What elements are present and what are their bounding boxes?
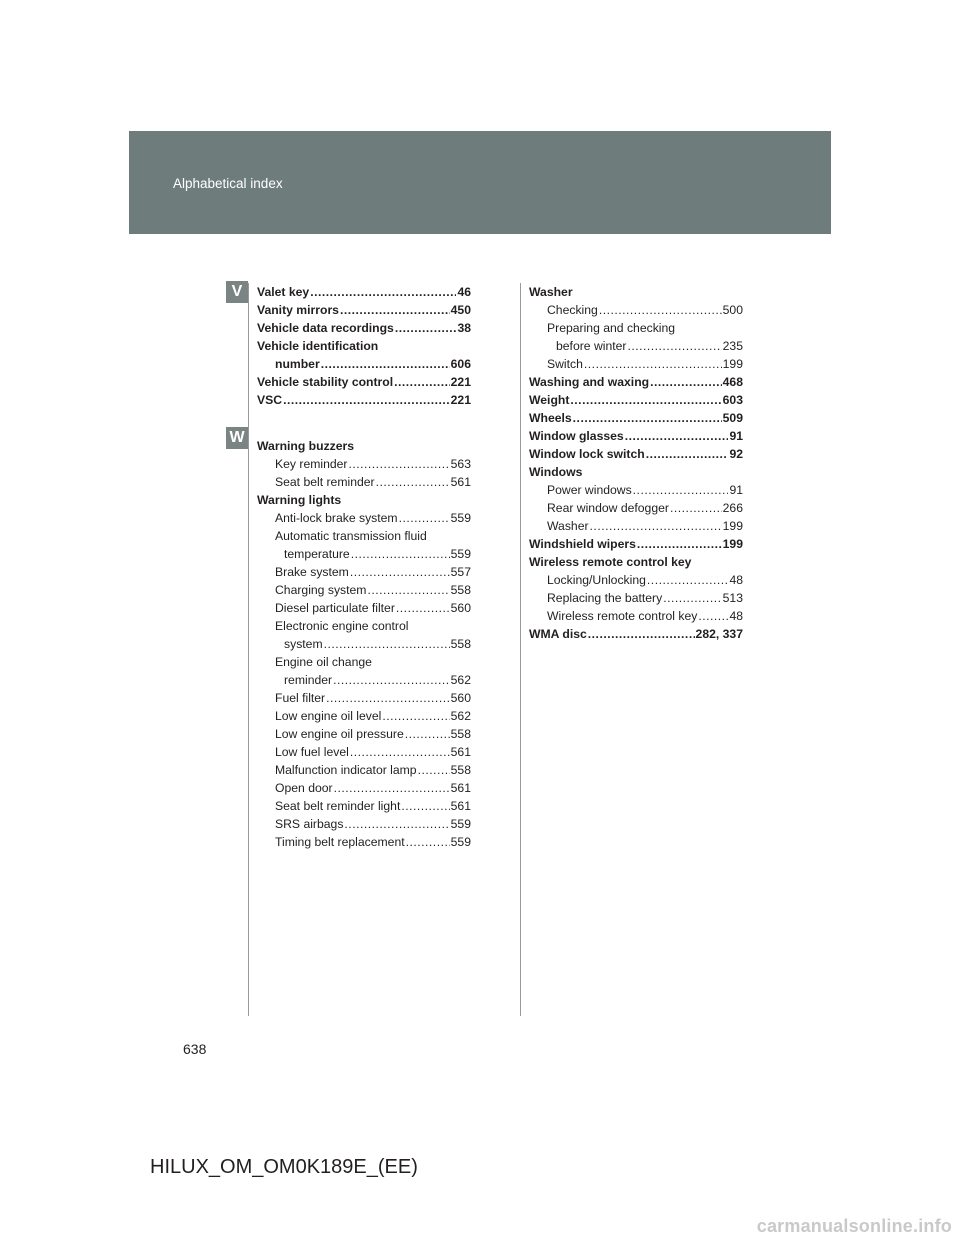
index-heading: Warning buzzers [257, 439, 355, 453]
index-column-right [529, 283, 743, 643]
index-subentry[interactable]: Locking/Unlocking ..... 48 [529, 571, 743, 589]
index-subentry[interactable]: Fuel filter ..... 560 [257, 689, 471, 707]
index-subentry[interactable]: Anti-lock brake system ..... 559 [257, 509, 471, 527]
watermark: carmanualsonline.info [756, 1216, 952, 1236]
letter-tab-v: V [226, 281, 248, 303]
letter-tab-w: W [226, 427, 248, 449]
index-subentry[interactable]: Charging system ..... 558 [257, 581, 471, 599]
index-heading: Vehicle identification [257, 339, 379, 353]
index-subentry[interactable]: Rear window defogger ..... 266 [529, 499, 743, 517]
index-subentry[interactable]: Diesel particulate filter ..... 560 [257, 599, 471, 617]
index-column-left [257, 283, 471, 851]
index-subentry[interactable]: Key reminder ..... 563 [257, 455, 471, 473]
index-subentry[interactable]: Power windows ..... 91 [529, 481, 743, 499]
index-subentry[interactable]: Replacing the battery ..... 513 [529, 589, 743, 607]
index-subentry[interactable]: Seat belt reminder light ..... 561 [257, 797, 471, 815]
index-subentry[interactable]: Brake system ..... 557 [257, 563, 471, 581]
index-heading: Washer [529, 285, 573, 299]
index-subentry-label: Automatic transmission fluid [275, 529, 427, 543]
index-subentry[interactable]: Low engine oil pressure ..... 558 [257, 725, 471, 743]
index-entry[interactable]: Windshield wipers ..... 199 [529, 535, 743, 553]
column-divider-right [520, 283, 521, 1016]
index-entry[interactable]: WMA disc ..... 282, 337 [529, 625, 743, 643]
index-entry[interactable]: Wheels ..... 509 [529, 409, 743, 427]
document-code: HILUX_OM_OM0K189E_(EE) [150, 1156, 418, 1178]
index-entry[interactable]: VSC ..... 221 [257, 391, 471, 409]
index-entry[interactable]: Window glasses ..... 91 [529, 427, 743, 445]
index-subentry-label: Preparing and checking [547, 321, 676, 335]
index-subentry-label: Electronic engine control [275, 619, 409, 633]
index-entry[interactable]: Vehicle data recordings ..... 38 [257, 319, 471, 337]
index-subentry[interactable]: system ..... 558 [257, 635, 471, 653]
index-entry[interactable]: Valet key ..... 46 [257, 283, 471, 301]
index-entry[interactable]: Vehicle stability control ..... 221 [257, 373, 471, 391]
index-entry[interactable]: number ..... 606 [257, 355, 471, 373]
index-subentry[interactable]: Checking ..... 500 [529, 301, 743, 319]
column-divider-left [248, 283, 249, 1016]
index-subentry[interactable]: Low fuel level ..... 561 [257, 743, 471, 761]
index-subentry[interactable]: reminder ..... 562 [257, 671, 471, 689]
index-entry[interactable]: Vanity mirrors ..... 450 [257, 301, 471, 319]
index-heading: Wireless remote control key [529, 555, 692, 569]
index-subentry[interactable]: SRS airbags ..... 559 [257, 815, 471, 833]
index-subentry[interactable]: Open door ..... 561 [257, 779, 471, 797]
page-number: 638 [183, 1041, 207, 1057]
index-heading: Windows [529, 465, 583, 479]
index-subentry[interactable]: Seat belt reminder ..... 561 [257, 473, 471, 491]
index-subentry[interactable]: Wireless remote control key ..... 48 [529, 607, 743, 625]
index-subentry-label: Engine oil change [275, 655, 372, 669]
index-entry[interactable]: Weight ..... 603 [529, 391, 743, 409]
index-heading: Warning lights [257, 493, 342, 507]
section-title: Alphabetical index [173, 176, 283, 191]
index-subentry[interactable]: Washer ..... 199 [529, 517, 743, 535]
index-subentry[interactable]: temperature ..... 559 [257, 545, 471, 563]
index-subentry[interactable]: Switch ..... 199 [529, 355, 743, 373]
index-subentry[interactable]: Malfunction indicator lamp ..... 558 [257, 761, 471, 779]
index-entry[interactable]: Window lock switch ..... 92 [529, 445, 743, 463]
index-entry[interactable]: Washing and waxing ..... 468 [529, 373, 743, 391]
index-subentry[interactable]: Timing belt replacement ..... 559 [257, 833, 471, 851]
index-subentry[interactable]: Low engine oil level ..... 562 [257, 707, 471, 725]
index-subentry[interactable]: before winter ..... 235 [529, 337, 743, 355]
